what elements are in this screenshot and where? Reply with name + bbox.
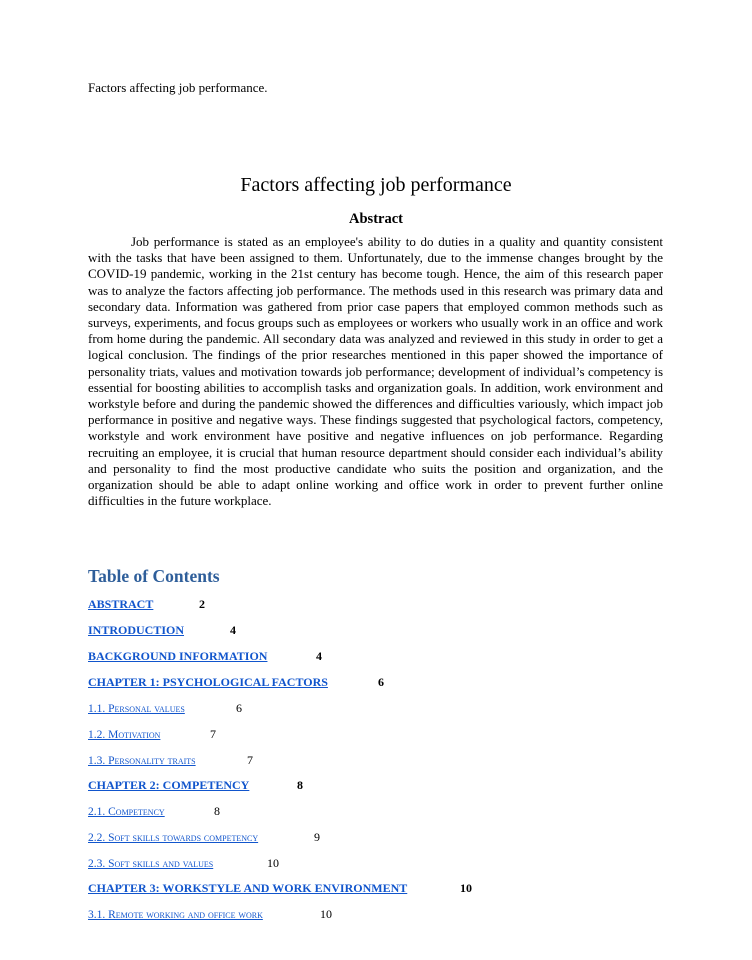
toc-entry (88, 778, 303, 793)
toc-page-number: 6 (236, 701, 242, 715)
toc-entry (88, 597, 205, 612)
toc-entry (88, 907, 332, 922)
running-header: Factors affecting job performance. (88, 80, 268, 95)
toc-page-number: 10 (460, 881, 472, 895)
toc-entry (88, 649, 322, 664)
abstract-body: Job performance is stated as an employee's ability to do duties in a quality and quantity consistent with the tasks that have been assigned to them. Unfortunately, due to the immense changes brought by the COVID-19 pandemic, working in the 21st century has become tough. Hence, the aim of this research paper was to analyze the factors affecting job performance. The methods used in this research was primary data and secondary data. Information was gathered from prior case papers that employed common methods such as surveys, experiments, and focus groups such as employees or workers who usually work in an office and work from home during the pandemic. All secondary data was analyzed and reviewed in this study in order to get a logical conclusion. The findings of the prior researches mentioned in this paper showed the importance of personality triats, values and motivation towards job performance; development of individual’s competency is essential for boosting abilities to accomplish tasks and organization goals. In addition, work environment and workstyle before and during the pandemic showed the differences and difficulties variously, which impact job performance in positive and negative ways. These findings suggested that psychological factors, competency, workstyle and work environment have positive and negative influences on job performance. Regarding recruiting an employee, it is crucial that human resource department should consider each individual’s ability and personality to find the most productive candidate who suits the position and organization, and the organization should be able to adapt online working and office work in order to prevent further online difficulties in the future workplace. (88, 234, 663, 509)
toc-page-number: 10 (267, 856, 279, 870)
toc-entry (88, 830, 320, 845)
toc-entry (88, 881, 472, 896)
toc-page-number: 4 (230, 623, 236, 637)
toc-entry (88, 701, 242, 716)
toc-link-chapter-2[interactable]: CHAPTER 2: COMPETENCY (88, 778, 250, 792)
toc-page-number: 8 (297, 778, 303, 792)
toc-link-soft-skills-towards-competency[interactable]: 2.2. Soft skills towards competency (88, 832, 259, 844)
toc-page-number: 8 (214, 804, 220, 818)
toc-entry (88, 675, 384, 690)
toc-link-abstract[interactable]: ABSTRACT (88, 597, 154, 611)
toc-link-soft-skills-and-values[interactable]: 2.3. Soft skills and values (88, 858, 214, 870)
document-title: Factors affecting job performance (240, 174, 512, 196)
toc-page-number: 10 (320, 907, 332, 921)
toc-entry (88, 727, 216, 742)
toc-link-background-information[interactable]: BACKGROUND INFORMATION (88, 649, 268, 663)
toc-link-personal-values[interactable]: 1.1. Personal values (88, 703, 185, 715)
toc-heading: Table of Contents (88, 566, 220, 586)
toc-link-remote-working-and-office-work[interactable]: 3.1. Remote working and office work (88, 909, 263, 921)
toc-link-motivation[interactable]: 1.2. Motivation (88, 729, 161, 741)
toc-link-competency[interactable]: 2.1. Competency (88, 806, 165, 818)
toc-entry (88, 623, 236, 638)
toc-link-personality-traits[interactable]: 1.3. Personality traits (88, 755, 196, 767)
abstract-heading: Abstract (349, 211, 403, 227)
toc-page-number: 2 (199, 597, 205, 611)
toc-entry (88, 753, 253, 768)
toc-link-introduction[interactable]: INTRODUCTION (88, 623, 185, 637)
toc-page-number: 9 (314, 830, 320, 844)
toc-page-number: 4 (316, 649, 322, 663)
toc-entry (88, 804, 220, 819)
toc-link-chapter-3[interactable]: CHAPTER 3: WORKSTYLE AND WORK ENVIRONMENT (88, 881, 408, 895)
toc-page-number: 7 (247, 753, 253, 767)
toc-page-number: 6 (378, 675, 384, 689)
toc-page-number: 7 (210, 727, 216, 741)
toc-link-chapter-1[interactable]: CHAPTER 1: PSYCHOLOGICAL FACTORS (88, 675, 328, 689)
toc-entry (88, 856, 279, 871)
